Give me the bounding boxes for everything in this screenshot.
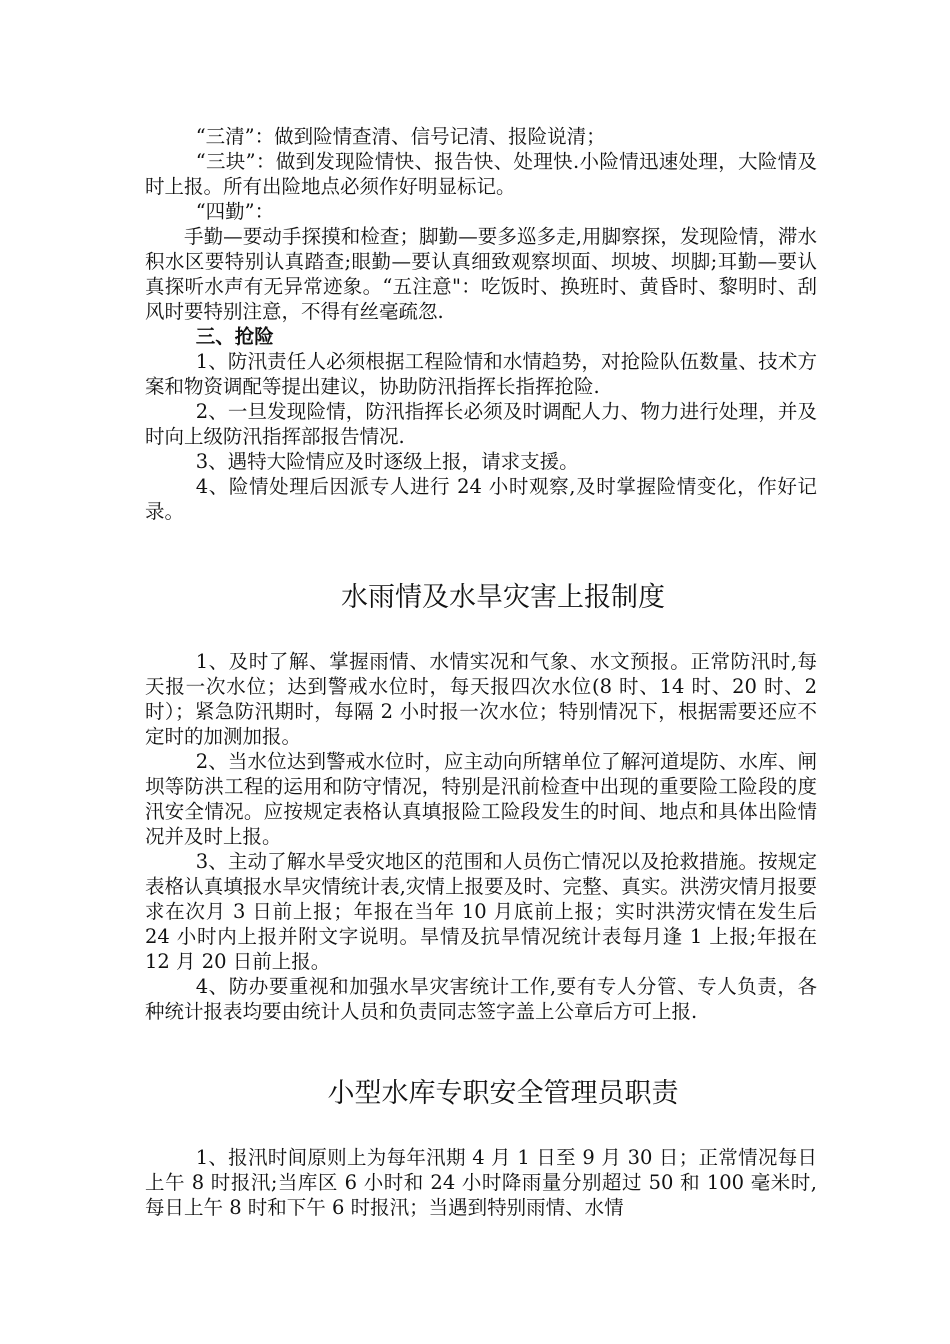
subheading-emergency-rescue: 三、抢险 xyxy=(195,325,274,348)
paragraph-rescue-4: 4、险情处理后因派专人进行 24 小时观察,及时掌握险情变化，作好记录。 xyxy=(145,475,817,523)
paragraph-officer-1: 1、报汛时间原则上为每年汛期 4 月 1 日至 9 月 30 日；正常情况每日上午 8 时报汛;当库区 6 小时和 24 小时降雨量分别超过 50 和 100 毫米时,每日上午 8 时和下午 6 时报汛；当遇到特别雨情、水情 xyxy=(145,1146,817,1219)
paragraph-san-qing: “三清”：做到险情查清、信号记清、报险说清； xyxy=(195,125,606,148)
section-title-reporting-system: 水雨情及水旱灾害上报制度 xyxy=(341,582,665,613)
section-reporting-system xyxy=(145,649,817,1024)
paragraph-si-qin-detail: 手勤—要动手探摸和检查；脚勤—要多巡多走,用脚察探，发现险情，滞水积水区要特别认真踏查;眼勤—要认真细致观察坝面、坝坡、坝脚;耳勤—要认真探听水声有无异常迹象。“五注意"：吃饭时、换班时、黄昏时、黎明时、刮风时要特别注意，不得有丝毫疏忽. xyxy=(145,225,817,323)
section-flood-inspection xyxy=(145,124,817,524)
paragraph-rescue-1: 1、防汛责任人必须根据工程险情和水情趋势，对抢险队伍数量、技术方案和物资调配等提出建议，协助防汛指挥长指挥抢险. xyxy=(145,350,817,398)
paragraph-si-qin-label: “四勤”： xyxy=(195,200,275,223)
paragraph-report-2: 2、当水位达到警戒水位时，应主动向所辖单位了解河道堤防、水库、闸坝等防洪工程的运用和防守情况，特别是汛前检查中出现的重要险工险段的度汛安全情况。应按规定表格认真填报险工险段发生的时间、地点和具体出险情况并及时上报。 xyxy=(145,750,817,848)
paragraph-rescue-3: 3、遇特大险情应及时逐级上报，请求支援。 xyxy=(195,450,579,473)
paragraph-report-3: 3、主动了解水旱受灾地区的范围和人员伤亡情况以及抢救措施。按规定表格认真填报水旱灾情统计表,灾情上报要及时、完整、真实。洪涝灾情月报要求在次月 3 日前上报；年报在当年 10 月底前上报；实时洪涝灾情在发生后 24 小时内上报并附文字说明。旱情及抗旱情况统计表每月逢 1 上报;年报在 12 月 20 日前上报。 xyxy=(145,850,817,973)
paragraph-report-1: 1、及时了解、掌握雨情、水情实况和气象、水文预报。正常防汛时,每天报一次水位；达到警戒水位时，每天报四次水位(8 时、14 时、20 时、2 时）；紧急防汛期时，每隔 2 小时报一次水位；特别情况下，根据需要还应不定时的加测加报。 xyxy=(145,650,817,748)
paragraph-report-4: 4、防办要重视和加强水旱灾害统计工作,要有专人分管、专人负责，各种统计报表均要由统计人员和负责同志签字盖上公章后方可上报. xyxy=(145,975,817,1023)
section-title-reservoir-safety-officer: 小型水库专职安全管理员职责 xyxy=(327,1078,679,1109)
section-reservoir-safety-officer xyxy=(145,1145,817,1220)
paragraph-san-kuai: “三块”：做到发现险情快、报告快、处理快.小险情迅速处理，大险情及时上报。所有出险地点必须作好明显标记。 xyxy=(145,150,817,198)
paragraph-rescue-2: 2、一旦发现险情，防汛指挥长必须及时调配人力、物力进行处理，并及时向上级防汛指挥部报告情况. xyxy=(145,400,817,448)
